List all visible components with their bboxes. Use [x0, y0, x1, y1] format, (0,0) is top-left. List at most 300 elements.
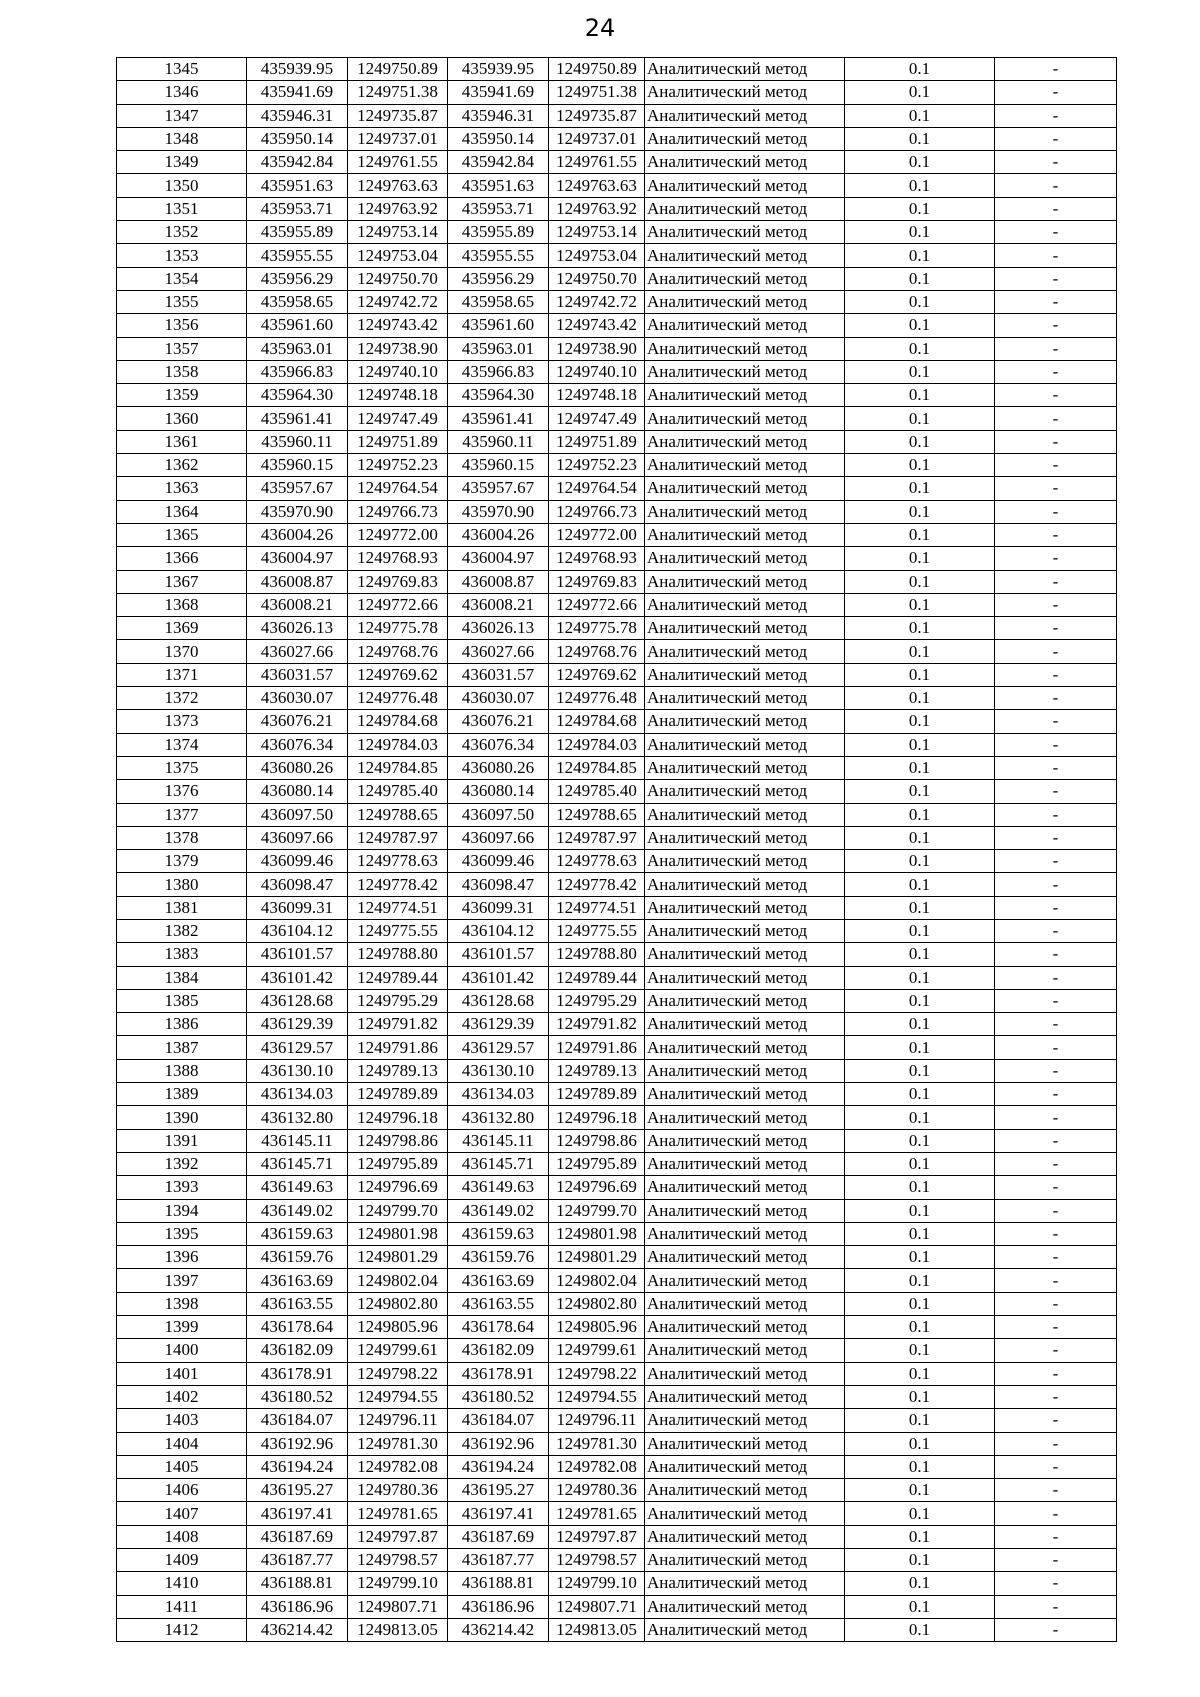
x-new-cell: 435956.29 [448, 267, 549, 290]
method-cell: Аналитический метод [645, 1036, 845, 1059]
x-new-cell: 436132.80 [448, 1106, 549, 1129]
precision-cell: 0.1 [845, 687, 995, 710]
method-cell: Аналитический метод [645, 1525, 845, 1548]
y-old-cell: 1249775.55 [348, 919, 448, 942]
method-cell: Аналитический метод [645, 1176, 845, 1199]
method-cell: Аналитический метод [645, 1479, 845, 1502]
x-old-cell: 435960.15 [247, 454, 348, 477]
method-cell: Аналитический метод [645, 919, 845, 942]
x-new-cell: 436031.57 [448, 663, 549, 686]
y-new-cell: 1249775.55 [549, 919, 645, 942]
x-new-cell: 436197.41 [448, 1502, 549, 1525]
x-old-cell: 435960.11 [247, 430, 348, 453]
point-number-cell: 1411 [117, 1595, 247, 1618]
note-cell: - [995, 1222, 1117, 1245]
y-old-cell: 1249768.93 [348, 547, 448, 570]
table-row [117, 919, 1117, 942]
table-row [117, 151, 1117, 174]
y-old-cell: 1249784.03 [348, 733, 448, 756]
point-number-cell: 1404 [117, 1432, 247, 1455]
precision-cell: 0.1 [845, 873, 995, 896]
y-new-cell: 1249796.11 [549, 1409, 645, 1432]
method-cell: Аналитический метод [645, 430, 845, 453]
x-new-cell: 436195.27 [448, 1479, 549, 1502]
y-old-cell: 1249813.05 [348, 1618, 448, 1641]
x-old-cell: 436104.12 [247, 919, 348, 942]
table-row [117, 1036, 1117, 1059]
x-new-cell: 436149.63 [448, 1176, 549, 1199]
x-new-cell: 436104.12 [448, 919, 549, 942]
y-old-cell: 1249763.63 [348, 174, 448, 197]
note-cell: - [995, 1106, 1117, 1129]
x-old-cell: 436101.57 [247, 943, 348, 966]
method-cell: Аналитический метод [645, 221, 845, 244]
method-cell: Аналитический метод [645, 547, 845, 570]
note-cell: - [995, 127, 1117, 150]
y-new-cell: 1249788.80 [549, 943, 645, 966]
x-old-cell: 436101.42 [247, 966, 348, 989]
method-cell: Аналитический метод [645, 1618, 845, 1641]
method-cell: Аналитический метод [645, 454, 845, 477]
x-new-cell: 436008.87 [448, 570, 549, 593]
x-new-cell: 436098.47 [448, 873, 549, 896]
point-number-cell: 1352 [117, 221, 247, 244]
coordinates-table [116, 57, 1117, 1642]
precision-cell: 0.1 [845, 593, 995, 616]
y-old-cell: 1249774.51 [348, 896, 448, 919]
y-old-cell: 1249753.04 [348, 244, 448, 267]
y-new-cell: 1249789.13 [549, 1059, 645, 1082]
y-new-cell: 1249761.55 [549, 151, 645, 174]
y-old-cell: 1249794.55 [348, 1385, 448, 1408]
y-new-cell: 1249791.86 [549, 1036, 645, 1059]
y-new-cell: 1249791.82 [549, 1013, 645, 1036]
y-new-cell: 1249797.87 [549, 1525, 645, 1548]
point-number-cell: 1405 [117, 1455, 247, 1478]
y-new-cell: 1249763.63 [549, 174, 645, 197]
y-new-cell: 1249787.97 [549, 826, 645, 849]
x-old-cell: 436099.46 [247, 850, 348, 873]
x-old-cell: 436076.34 [247, 733, 348, 756]
x-old-cell: 436031.57 [247, 663, 348, 686]
y-old-cell: 1249789.89 [348, 1083, 448, 1106]
y-old-cell: 1249772.00 [348, 523, 448, 546]
note-cell: - [995, 896, 1117, 919]
table-row [117, 593, 1117, 616]
note-cell: - [995, 1525, 1117, 1548]
y-new-cell: 1249775.78 [549, 617, 645, 640]
y-new-cell: 1249774.51 [549, 896, 645, 919]
y-new-cell: 1249753.04 [549, 244, 645, 267]
table-row [117, 290, 1117, 313]
y-old-cell: 1249788.65 [348, 803, 448, 826]
x-new-cell: 436145.71 [448, 1152, 549, 1175]
note-cell: - [995, 1455, 1117, 1478]
note-cell: - [995, 1246, 1117, 1269]
x-new-cell: 436186.96 [448, 1595, 549, 1618]
x-new-cell: 435960.11 [448, 430, 549, 453]
point-number-cell: 1399 [117, 1316, 247, 1339]
y-new-cell: 1249769.83 [549, 570, 645, 593]
x-old-cell: 436194.24 [247, 1455, 348, 1478]
y-new-cell: 1249735.87 [549, 104, 645, 127]
x-new-cell: 435966.83 [448, 360, 549, 383]
y-new-cell: 1249778.63 [549, 850, 645, 873]
table-row [117, 1618, 1117, 1641]
note-cell: - [995, 197, 1117, 220]
x-new-cell: 435951.63 [448, 174, 549, 197]
precision-cell: 0.1 [845, 943, 995, 966]
x-old-cell: 436145.11 [247, 1129, 348, 1152]
y-new-cell: 1249795.89 [549, 1152, 645, 1175]
point-number-cell: 1393 [117, 1176, 247, 1199]
method-cell: Аналитический метод [645, 337, 845, 360]
table-row [117, 1525, 1117, 1548]
table-row [117, 430, 1117, 453]
table-row [117, 1409, 1117, 1432]
x-old-cell: 435961.60 [247, 314, 348, 337]
method-cell: Аналитический метод [645, 1246, 845, 1269]
method-cell: Аналитический метод [645, 500, 845, 523]
note-cell: - [995, 593, 1117, 616]
y-old-cell: 1249805.96 [348, 1316, 448, 1339]
x-new-cell: 436178.91 [448, 1362, 549, 1385]
method-cell: Аналитический метод [645, 640, 845, 663]
y-old-cell: 1249769.83 [348, 570, 448, 593]
y-new-cell: 1249747.49 [549, 407, 645, 430]
x-old-cell: 436008.21 [247, 593, 348, 616]
table-row [117, 966, 1117, 989]
x-new-cell: 436099.46 [448, 850, 549, 873]
point-number-cell: 1346 [117, 81, 247, 104]
precision-cell: 0.1 [845, 733, 995, 756]
y-old-cell: 1249775.78 [348, 617, 448, 640]
x-new-cell: 435961.60 [448, 314, 549, 337]
method-cell: Аналитический метод [645, 593, 845, 616]
y-old-cell: 1249791.86 [348, 1036, 448, 1059]
precision-cell: 0.1 [845, 1059, 995, 1082]
note-cell: - [995, 1409, 1117, 1432]
y-old-cell: 1249798.22 [348, 1362, 448, 1385]
x-new-cell: 436182.09 [448, 1339, 549, 1362]
note-cell: - [995, 989, 1117, 1012]
x-old-cell: 436180.52 [247, 1385, 348, 1408]
note-cell: - [995, 1013, 1117, 1036]
x-old-cell: 436134.03 [247, 1083, 348, 1106]
x-old-cell: 436008.87 [247, 570, 348, 593]
table-body [117, 58, 1117, 1642]
y-old-cell: 1249798.86 [348, 1129, 448, 1152]
note-cell: - [995, 151, 1117, 174]
table-row [117, 58, 1117, 81]
point-number-cell: 1357 [117, 337, 247, 360]
method-cell: Аналитический метод [645, 1572, 845, 1595]
x-new-cell: 435942.84 [448, 151, 549, 174]
note-cell: - [995, 826, 1117, 849]
y-new-cell: 1249768.76 [549, 640, 645, 663]
precision-cell: 0.1 [845, 337, 995, 360]
precision-cell: 0.1 [845, 570, 995, 593]
precision-cell: 0.1 [845, 1362, 995, 1385]
table-row [117, 197, 1117, 220]
y-old-cell: 1249799.61 [348, 1339, 448, 1362]
y-new-cell: 1249776.48 [549, 687, 645, 710]
point-number-cell: 1391 [117, 1129, 247, 1152]
note-cell: - [995, 1339, 1117, 1362]
precision-cell: 0.1 [845, 500, 995, 523]
y-new-cell: 1249807.71 [549, 1595, 645, 1618]
method-cell: Аналитический метод [645, 267, 845, 290]
method-cell: Аналитический метод [645, 966, 845, 989]
precision-cell: 0.1 [845, 1455, 995, 1478]
note-cell: - [995, 780, 1117, 803]
method-cell: Аналитический метод [645, 523, 845, 546]
point-number-cell: 1363 [117, 477, 247, 500]
note-cell: - [995, 407, 1117, 430]
note-cell: - [995, 1549, 1117, 1572]
point-number-cell: 1350 [117, 174, 247, 197]
table-row [117, 104, 1117, 127]
method-cell: Аналитический метод [645, 1106, 845, 1129]
note-cell: - [995, 244, 1117, 267]
note-cell: - [995, 104, 1117, 127]
precision-cell: 0.1 [845, 1176, 995, 1199]
table-row [117, 1269, 1117, 1292]
x-new-cell: 436097.50 [448, 803, 549, 826]
precision-cell: 0.1 [845, 1083, 995, 1106]
page-number: 24 [584, 14, 616, 42]
method-cell: Аналитический метод [645, 1129, 845, 1152]
x-old-cell: 436178.64 [247, 1316, 348, 1339]
precision-cell: 0.1 [845, 1106, 995, 1129]
note-cell: - [995, 384, 1117, 407]
y-new-cell: 1249751.89 [549, 430, 645, 453]
point-number-cell: 1359 [117, 384, 247, 407]
y-old-cell: 1249738.90 [348, 337, 448, 360]
y-old-cell: 1249795.89 [348, 1152, 448, 1175]
y-old-cell: 1249761.55 [348, 151, 448, 174]
y-new-cell: 1249798.86 [549, 1129, 645, 1152]
y-new-cell: 1249799.61 [549, 1339, 645, 1362]
precision-cell: 0.1 [845, 477, 995, 500]
point-number-cell: 1347 [117, 104, 247, 127]
note-cell: - [995, 314, 1117, 337]
x-new-cell: 436129.39 [448, 1013, 549, 1036]
point-number-cell: 1365 [117, 523, 247, 546]
y-old-cell: 1249740.10 [348, 360, 448, 383]
precision-cell: 0.1 [845, 663, 995, 686]
method-cell: Аналитический метод [645, 687, 845, 710]
precision-cell: 0.1 [845, 826, 995, 849]
y-old-cell: 1249802.80 [348, 1292, 448, 1315]
x-old-cell: 435939.95 [247, 58, 348, 81]
y-new-cell: 1249789.89 [549, 1083, 645, 1106]
precision-cell: 0.1 [845, 314, 995, 337]
y-old-cell: 1249750.89 [348, 58, 448, 81]
x-new-cell: 436180.52 [448, 1385, 549, 1408]
x-old-cell: 435953.71 [247, 197, 348, 220]
table-row [117, 1129, 1117, 1152]
precision-cell: 0.1 [845, 803, 995, 826]
table-row [117, 1502, 1117, 1525]
y-new-cell: 1249795.29 [549, 989, 645, 1012]
method-cell: Аналитический метод [645, 989, 845, 1012]
x-new-cell: 436214.42 [448, 1618, 549, 1641]
method-cell: Аналитический метод [645, 1362, 845, 1385]
precision-cell: 0.1 [845, 1572, 995, 1595]
x-old-cell: 436163.55 [247, 1292, 348, 1315]
x-old-cell: 436184.07 [247, 1409, 348, 1432]
precision-cell: 0.1 [845, 989, 995, 1012]
precision-cell: 0.1 [845, 197, 995, 220]
y-new-cell: 1249772.66 [549, 593, 645, 616]
x-new-cell: 436101.57 [448, 943, 549, 966]
x-new-cell: 436159.63 [448, 1222, 549, 1245]
table-row [117, 1013, 1117, 1036]
y-new-cell: 1249784.03 [549, 733, 645, 756]
method-cell: Аналитический метод [645, 314, 845, 337]
point-number-cell: 1373 [117, 710, 247, 733]
note-cell: - [995, 570, 1117, 593]
x-old-cell: 436128.68 [247, 989, 348, 1012]
point-number-cell: 1386 [117, 1013, 247, 1036]
y-new-cell: 1249764.54 [549, 477, 645, 500]
y-new-cell: 1249738.90 [549, 337, 645, 360]
y-new-cell: 1249772.00 [549, 523, 645, 546]
y-old-cell: 1249735.87 [348, 104, 448, 127]
precision-cell: 0.1 [845, 640, 995, 663]
method-cell: Аналитический метод [645, 1385, 845, 1408]
y-new-cell: 1249794.55 [549, 1385, 645, 1408]
y-old-cell: 1249782.08 [348, 1455, 448, 1478]
point-number-cell: 1374 [117, 733, 247, 756]
y-old-cell: 1249737.01 [348, 127, 448, 150]
point-number-cell: 1389 [117, 1083, 247, 1106]
x-old-cell: 435956.29 [247, 267, 348, 290]
table-row [117, 477, 1117, 500]
method-cell: Аналитический метод [645, 1316, 845, 1339]
y-old-cell: 1249781.65 [348, 1502, 448, 1525]
method-cell: Аналитический метод [645, 360, 845, 383]
table-row [117, 663, 1117, 686]
note-cell: - [995, 1385, 1117, 1408]
x-old-cell: 436097.50 [247, 803, 348, 826]
y-old-cell: 1249799.70 [348, 1199, 448, 1222]
table-row [117, 454, 1117, 477]
y-new-cell: 1249778.42 [549, 873, 645, 896]
table-row [117, 780, 1117, 803]
point-number-cell: 1348 [117, 127, 247, 150]
point-number-cell: 1349 [117, 151, 247, 174]
y-new-cell: 1249750.70 [549, 267, 645, 290]
table-row [117, 500, 1117, 523]
method-cell: Аналитический метод [645, 617, 845, 640]
x-old-cell: 436030.07 [247, 687, 348, 710]
y-old-cell: 1249798.57 [348, 1549, 448, 1572]
point-number-cell: 1360 [117, 407, 247, 430]
point-number-cell: 1375 [117, 756, 247, 779]
point-number-cell: 1385 [117, 989, 247, 1012]
note-cell: - [995, 1502, 1117, 1525]
point-number-cell: 1361 [117, 430, 247, 453]
note-cell: - [995, 1618, 1117, 1641]
method-cell: Аналитический метод [645, 197, 845, 220]
x-old-cell: 436197.41 [247, 1502, 348, 1525]
x-old-cell: 436099.31 [247, 896, 348, 919]
x-old-cell: 435941.69 [247, 81, 348, 104]
method-cell: Аналитический метод [645, 1502, 845, 1525]
note-cell: - [995, 221, 1117, 244]
y-old-cell: 1249802.04 [348, 1269, 448, 1292]
point-number-cell: 1368 [117, 593, 247, 616]
precision-cell: 0.1 [845, 430, 995, 453]
x-old-cell: 435966.83 [247, 360, 348, 383]
note-cell: - [995, 1269, 1117, 1292]
point-number-cell: 1394 [117, 1199, 247, 1222]
point-number-cell: 1403 [117, 1409, 247, 1432]
y-new-cell: 1249769.62 [549, 663, 645, 686]
x-new-cell: 436163.55 [448, 1292, 549, 1315]
precision-cell: 0.1 [845, 407, 995, 430]
x-new-cell: 436076.21 [448, 710, 549, 733]
y-new-cell: 1249742.72 [549, 290, 645, 313]
precision-cell: 0.1 [845, 384, 995, 407]
y-new-cell: 1249780.36 [549, 1479, 645, 1502]
precision-cell: 0.1 [845, 81, 995, 104]
x-old-cell: 435946.31 [247, 104, 348, 127]
table-row [117, 943, 1117, 966]
table-row [117, 1176, 1117, 1199]
method-cell: Аналитический метод [645, 733, 845, 756]
y-new-cell: 1249796.69 [549, 1176, 645, 1199]
x-new-cell: 436149.02 [448, 1199, 549, 1222]
precision-cell: 0.1 [845, 104, 995, 127]
x-new-cell: 436030.07 [448, 687, 549, 710]
y-new-cell: 1249785.40 [549, 780, 645, 803]
y-new-cell: 1249781.65 [549, 1502, 645, 1525]
y-old-cell: 1249781.30 [348, 1432, 448, 1455]
method-cell: Аналитический метод [645, 943, 845, 966]
note-cell: - [995, 873, 1117, 896]
y-old-cell: 1249789.44 [348, 966, 448, 989]
x-old-cell: 436182.09 [247, 1339, 348, 1362]
y-new-cell: 1249763.92 [549, 197, 645, 220]
y-old-cell: 1249776.48 [348, 687, 448, 710]
table-row [117, 1432, 1117, 1455]
x-new-cell: 436187.69 [448, 1525, 549, 1548]
note-cell: - [995, 687, 1117, 710]
x-new-cell: 436101.42 [448, 966, 549, 989]
x-new-cell: 435957.67 [448, 477, 549, 500]
note-cell: - [995, 454, 1117, 477]
table-row [117, 1199, 1117, 1222]
x-new-cell: 436145.11 [448, 1129, 549, 1152]
x-old-cell: 436188.81 [247, 1572, 348, 1595]
x-new-cell: 436027.66 [448, 640, 549, 663]
y-old-cell: 1249751.89 [348, 430, 448, 453]
x-old-cell: 435957.67 [247, 477, 348, 500]
x-new-cell: 435946.31 [448, 104, 549, 127]
x-new-cell: 435961.41 [448, 407, 549, 430]
y-new-cell: 1249740.10 [549, 360, 645, 383]
precision-cell: 0.1 [845, 1316, 995, 1339]
x-old-cell: 436149.63 [247, 1176, 348, 1199]
note-cell: - [995, 290, 1117, 313]
method-cell: Аналитический метод [645, 151, 845, 174]
method-cell: Аналитический метод [645, 58, 845, 81]
table-row [117, 1059, 1117, 1082]
x-new-cell: 436187.77 [448, 1549, 549, 1572]
